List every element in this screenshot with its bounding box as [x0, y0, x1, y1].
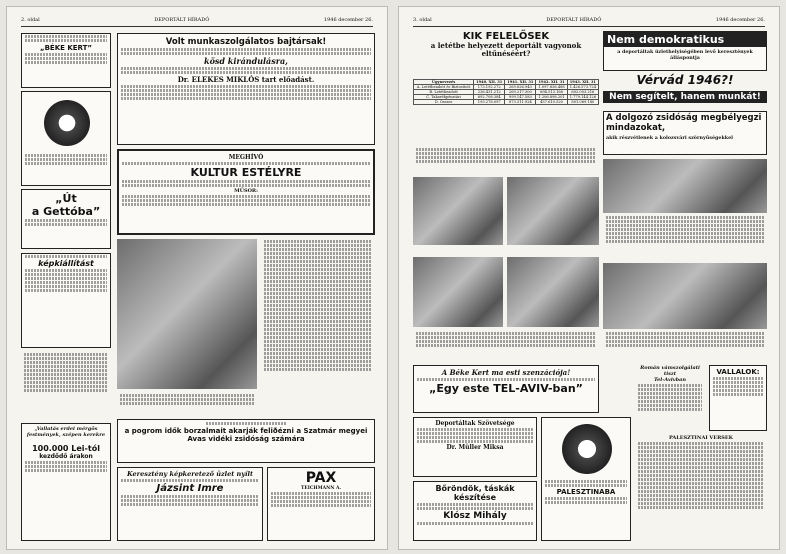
photo-church-caption: [603, 331, 767, 361]
borond-title: Bőröndök, táskák készítése: [435, 484, 515, 502]
table-cell: B. Letétbeadott: [414, 90, 474, 95]
table-header-cell: 1941. XII. 31: [505, 80, 536, 85]
invitation-program: MŰSOR:: [234, 188, 258, 194]
table-cell: 694.513.168: [536, 90, 567, 95]
article-palesztinai-versek: [635, 435, 767, 541]
table-cell: 1.206.898.201: [536, 95, 567, 100]
portrait-photo: [117, 239, 257, 389]
szovetseg-speaker: Dr. Müller Miksa: [446, 444, 504, 451]
invitation-kultur-estely: [117, 149, 375, 235]
right-page-number: 3. oldal: [413, 17, 432, 23]
notice-title: Volt munkaszolgálatos bajtársak!: [165, 37, 327, 47]
table-cell: 692.708.384: [474, 95, 505, 100]
article-right-block: [603, 215, 767, 261]
kik-felelosek-headline: [413, 31, 599, 75]
ad-kepkeretezo: [117, 467, 263, 541]
invitation-title: MEGHÍVÓ: [228, 154, 264, 161]
table-cell: C. Takarékpénztári: [414, 95, 474, 100]
table-cell: 801.069.180: [567, 100, 598, 105]
photo-captions: [413, 331, 599, 361]
nem-dem-title: Nem demokratikus: [604, 32, 766, 47]
table-cell: 999.147.583: [505, 95, 536, 100]
headline-nem-segitett: Nem segítelt, hanem munkát!: [603, 91, 767, 103]
right-masthead: DEPORTÁLT HÍRADÓ: [546, 17, 602, 23]
ad-borondok: [413, 481, 537, 541]
palesztinaba-title: PALESZTINABA: [556, 488, 616, 496]
right-page: [398, 6, 780, 550]
photo-ruins-4: [507, 257, 599, 327]
ad-pax-title: PAX: [305, 470, 337, 486]
left-masthead: DEPORTÁLT HÍRADÓ: [154, 17, 210, 23]
table-header-cell: Ügynevezés: [414, 80, 474, 85]
left-page-number: 2. oldal: [21, 17, 40, 23]
table-notes: [413, 147, 599, 173]
table-cell: 193.278.097: [474, 100, 505, 105]
pogrom-headline: a pogrom idők borzalmait akarják feliðézni a Szatmár megyei Avas vidéki zsidóság számára: [124, 427, 368, 443]
table-cell: D. Összes: [414, 100, 474, 105]
deposit-table: [413, 79, 599, 105]
article-roman-tiszt: [635, 365, 705, 431]
notice-munkaszolgalatos: [117, 33, 375, 145]
ad-vallatas: [21, 423, 111, 541]
brand-logo-icon: [562, 424, 612, 474]
borond-name: Klósz Mihály: [443, 511, 507, 521]
kik-title: KIK FELELŐSEK: [462, 31, 550, 42]
ad-beke-kert-title: „BÉKE KERT”: [39, 44, 93, 52]
right-issue-date: 1946 december 26.: [715, 17, 765, 23]
table-cell: 269.217.300: [505, 90, 536, 95]
nem-dem-subtitle: a deportáltak üzlethelyiségében levő keresztények álláspontja: [617, 49, 753, 61]
table-header-cell: 1942. XII. 31: [536, 80, 567, 85]
egy-este-title: „Egy este TEL-AVIV-ban”: [429, 382, 583, 395]
ad-price: 100.000 Lei-tól: [32, 444, 100, 453]
ad-beke-kert: [21, 33, 111, 88]
ad-logo-box: [21, 91, 111, 186]
beke-kert-title: A Béke Kert ma esti szenzációja!: [441, 368, 571, 377]
table-cell: A. Letétbeadott és Biztosított: [414, 85, 474, 90]
ad-price-sub: kezdődő árakon: [39, 453, 93, 460]
headline-dolgozo: [603, 111, 767, 155]
ad-kepkiallitas: [21, 253, 111, 348]
ad-pax: [267, 467, 375, 541]
ad-beke-kert-evening: [413, 365, 599, 413]
ad-getto-line2: a Gettóba”: [31, 205, 101, 218]
table-cell: 1.097.836.488: [536, 85, 567, 90]
article-pogrom: [117, 419, 375, 463]
headline-nem-demokratikus: [603, 31, 767, 71]
photo-church: [603, 263, 767, 329]
table-row: [414, 100, 599, 105]
headline-vervad: Vérvád 1946?!: [636, 73, 734, 87]
table-header-cell: 1943. XII. 31: [567, 80, 598, 85]
table-cell: 173.192.272: [474, 85, 505, 90]
dolgozo-subtitle: akik részvétlenek a kolozsvári szörnyűségekkel: [606, 135, 733, 141]
photo-building: [603, 159, 767, 213]
article-left-column: [21, 352, 111, 420]
roman-subtitle: Tel-Avivban: [653, 377, 687, 383]
ad-vallatas-title: „Vallatás erdei mérgős festmények, szépen kerekre: [26, 426, 106, 438]
table-cell: 602.003.216: [567, 90, 598, 95]
brand-logo-icon: [44, 100, 90, 146]
ad-deportaltak-szovetsege: [413, 417, 537, 477]
table-cell: 1.779.144.126: [567, 95, 598, 100]
table-cell: 236.431.212: [474, 90, 505, 95]
notice-subtitle: kösd kirándulásra,: [204, 56, 288, 66]
ad-getto: [21, 189, 111, 249]
ad-kepkiallitas-title: képkiállítást: [38, 259, 94, 268]
table-cell: 1.426.573.724: [567, 85, 598, 90]
versek-title: PALESZTINAI VERSEK: [668, 435, 734, 441]
photo-ruins-3: [413, 257, 503, 327]
ad-kepkeretezo-name: Jázsint Imre: [156, 483, 224, 494]
table-cell: 457.610.520: [536, 100, 567, 105]
kik-subtitle: a letétbe helyezett deportált vagyonok eltűnéséért?: [430, 41, 582, 58]
ad-vallalok: [709, 365, 767, 431]
ad-pax-sub: TEICHMANN A.: [300, 486, 342, 491]
left-page-header: [21, 17, 373, 27]
notice-speaker: Dr. ELEKES MIKLÓS tart előadást.: [177, 75, 315, 84]
photo-caption-block: [117, 393, 257, 415]
photo-ruins-1: [413, 177, 503, 245]
table-cell: 269.826.943: [505, 85, 536, 90]
ad-palesztinaba: [541, 417, 631, 541]
left-page: [6, 6, 388, 550]
table-header-cell: 1940. XII. 31: [474, 80, 505, 85]
ad-kepkeretezo-title: Keresztény képkeretező üzlet nyílt: [127, 470, 253, 478]
invitation-event: KULTUR ESTÉLYRE: [190, 166, 302, 179]
table-cell: 873.311.924: [505, 100, 536, 105]
ad-getto-line1: „Út: [55, 192, 77, 205]
dolgozo-title: A dolgozó zsidóság megbélyegzi mindazokat,: [606, 113, 762, 133]
vallalok-title: VALLALOK:: [716, 368, 760, 376]
szovetseg-title: Deportáltak Szövetsége: [435, 420, 515, 427]
photo-ruins-2: [507, 177, 599, 245]
article-right-column: [261, 239, 375, 415]
right-page-header: [413, 17, 765, 27]
left-issue-date: 1946 december 26.: [323, 17, 373, 23]
roman-title: Román vámszolgálati tiszt: [640, 365, 700, 377]
